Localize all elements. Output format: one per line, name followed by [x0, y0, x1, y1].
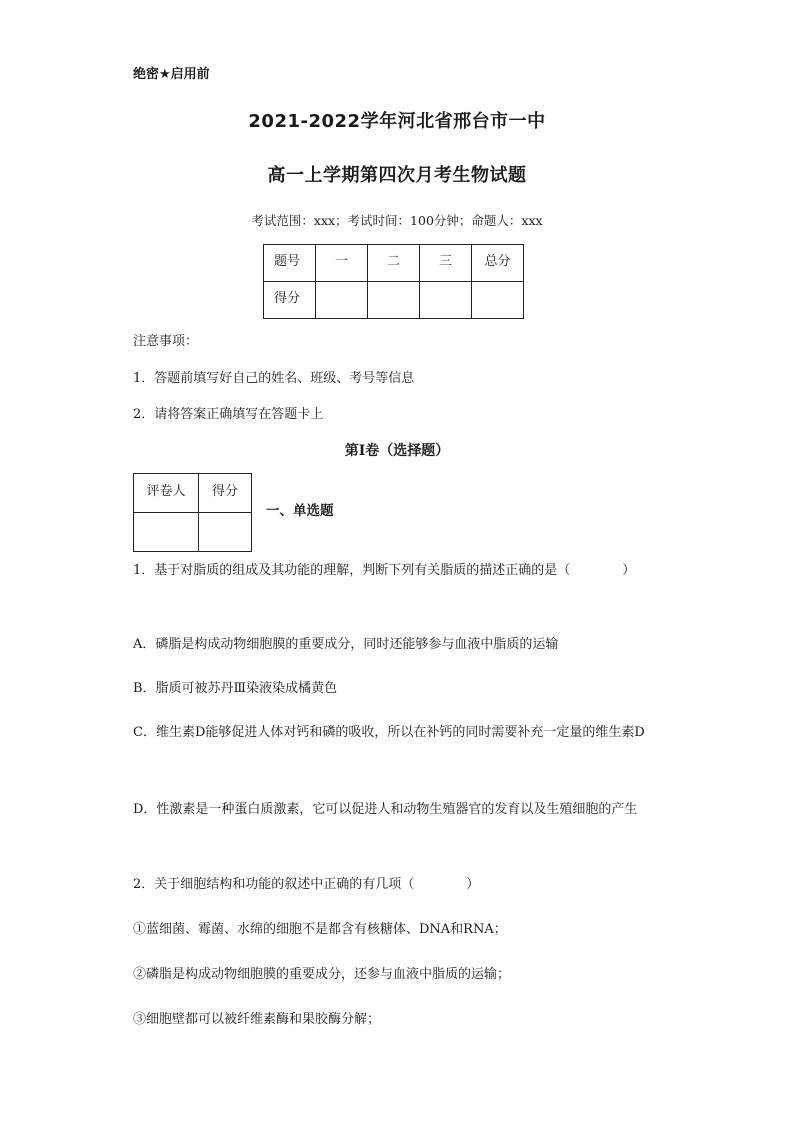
grader-table [133, 473, 252, 552]
score-table [263, 244, 524, 319]
score-table-cell: 一 [316, 245, 368, 282]
secret-mark: 绝密★启用前 [133, 67, 210, 82]
question-option: C．维生素D能够促进人体对钙和磷的吸收，所以在补钙的同时需要补充一定量的维生素D [133, 725, 645, 740]
score-table-cell: 三 [420, 245, 472, 282]
notes-item: 2．请将答案正确填写在答题卡上 [133, 407, 324, 422]
grader-table-cell [134, 513, 199, 552]
section-title: 第I卷（选择题） [344, 443, 450, 459]
exam-info: 考试范围：xxx；考试时间：100分钟；命题人：xxx [251, 213, 543, 228]
question-option: ③细胞壁都可以被纤维素酶和果胶酶分解； [133, 1012, 381, 1027]
question-option: A．磷脂是构成动物细胞膜的重要成分，同时还能够参与血液中脂质的运输 [133, 637, 559, 652]
grader-table-header-row [134, 474, 252, 513]
score-table-cell: 题号 [264, 245, 316, 282]
grader-table-cell: 评卷人 [134, 474, 199, 513]
score-table-cell: 二 [368, 245, 420, 282]
score-table-cell [420, 282, 472, 319]
exam-title-line1: 2021-2022学年河北省邢台市一中 [248, 111, 546, 132]
score-table-header-row [264, 245, 524, 282]
question-stem: 2．关于细胞结构和功能的叙述中正确的有几项（ ） [133, 877, 480, 892]
score-table-cell: 总分 [472, 245, 524, 282]
score-table-cell: 得分 [264, 282, 316, 319]
question-option: ②磷脂是构成动物细胞膜的重要成分，还参与血液中脂质的运输； [133, 967, 511, 982]
question-stem: 1．基于对脂质的组成及其功能的理解，判断下列有关脂质的描述正确的是（ ） [133, 563, 636, 578]
grader-table-blank-row [134, 513, 252, 552]
grader-table-cell [199, 513, 252, 552]
question-option: ①蓝细菌、霉菌、水绵的细胞不是都含有核糖体、DNA和RNA； [133, 922, 507, 937]
score-table-cell [368, 282, 420, 319]
score-table-cell [316, 282, 368, 319]
question-option: B．脂质可被苏丹Ⅲ染液染成橘黄色 [133, 681, 338, 696]
grader-table-cell: 得分 [199, 474, 252, 513]
notes-item: 1．答题前填写好自己的姓名、班级、考号等信息 [133, 371, 415, 386]
score-table-score-row [264, 282, 524, 319]
question-type-heading: 一、单选题 [266, 503, 334, 519]
question-option: D．性激素是一种蛋白质激素，它可以促进人和动物生殖器官的发育以及生殖细胞的产生 [133, 802, 638, 817]
exam-title-line2: 高一上学期第四次月考生物试题 [267, 165, 527, 186]
score-table-cell [472, 282, 524, 319]
notes-heading: 注意事项： [133, 334, 199, 349]
